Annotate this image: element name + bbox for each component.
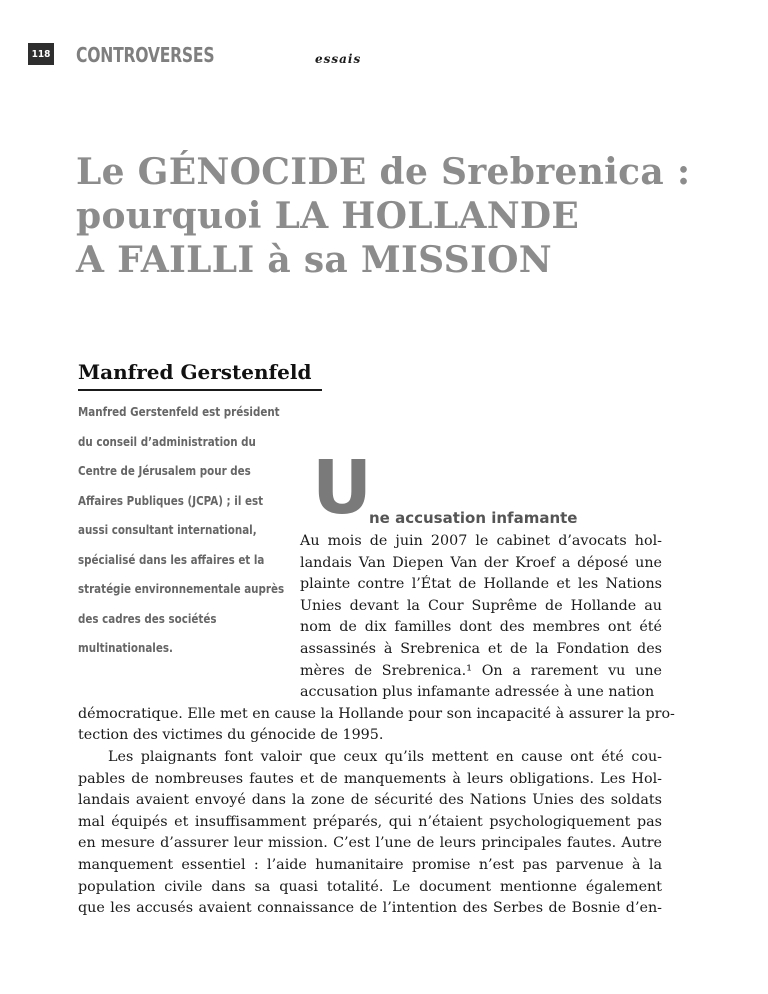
- bio-line: multinationales.: [78, 641, 173, 655]
- body-line: Au mois de juin 2007 le cabinet d’avocats hol-: [300, 533, 662, 549]
- title-line: pourquoi LA HOLLANDE: [76, 195, 580, 237]
- body-line: landais avaient envoyé dans la zone de sécurité des Nations Unies des soldats: [78, 792, 662, 809]
- body-line: tection des victimes du génocide de 1995.: [78, 727, 384, 744]
- section-subheading: ne accusation infamante: [369, 509, 578, 527]
- bio-line: Centre de Jérusalem pour des: [78, 464, 251, 478]
- body-line: accusation plus infamante adressée à une nation: [300, 684, 655, 701]
- journal-logo: CONTROVERSES: [76, 43, 215, 67]
- body-line: en mesure d’assurer leur mission. C’est l’une de leurs principales fautes. Autre: [78, 835, 662, 852]
- body-line: nom de dix familles dont des membres ont été: [300, 619, 662, 636]
- drop-cap: U: [312, 445, 373, 531]
- title-line: Le GÉNOCIDE de Srebrenica :: [76, 151, 691, 193]
- body-line: mères de Srebrenica.¹ On a rarement vu une: [300, 662, 662, 679]
- article-title: [76, 150, 690, 282]
- body-line: mal équipés et insuffisamment préparés, qui n’étaient psychologiquement pas: [78, 813, 662, 830]
- body-line: landais Van Diepen Van der Kroef a déposé une: [300, 554, 662, 571]
- body-line: démocratique. Elle met en cause la Hollande pour son incapacité à assurer la pro-: [78, 705, 675, 722]
- body-line: plainte contre l’État de Hollande et les Nations: [300, 576, 662, 593]
- body-line: Les plaignants font valoir que ceux qu’ils mettent en cause ont été cou-: [108, 748, 662, 765]
- author-name: Manfred Gerstenfeld: [78, 360, 312, 384]
- page-number: 118: [28, 43, 54, 65]
- bio-line: des cadres des sociétés: [78, 611, 217, 626]
- bio-line: spécialisé dans les affaires et la: [78, 552, 265, 567]
- bio-line: stratégie environnementale auprès: [78, 582, 285, 596]
- bio-line: aussi consultant international,: [78, 523, 257, 537]
- body-line: manquement essentiel : l’aide humanitaire promise n’est pas parvenue à la: [78, 856, 662, 873]
- author-divider: [78, 389, 322, 391]
- body-line: que les accusés avaient connaissance de l’intention des Serbes de Bosnie d’en-: [78, 900, 662, 917]
- section-label: essais: [315, 52, 362, 66]
- body-line: population civile dans sa quasi totalité. Le document mentionne également: [78, 878, 662, 895]
- body-line: Unies devant la Cour Suprême de Hollande au: [300, 597, 662, 614]
- bio-line: Affaires Publiques (JCPA) ; il est: [78, 493, 264, 508]
- article-body: [78, 531, 675, 920]
- body-line: pables de nombreuses fautes et de manquements à leurs obligations. Les Hol-: [78, 770, 662, 787]
- body-line: assassinés à Srebrenica et de la Fondation des: [300, 640, 662, 657]
- bio-line: Manfred Gerstenfeld est président: [78, 405, 280, 419]
- title-line: A FAILLI à sa MISSION: [76, 239, 552, 281]
- bio-line: du conseil d’administration du: [78, 434, 256, 449]
